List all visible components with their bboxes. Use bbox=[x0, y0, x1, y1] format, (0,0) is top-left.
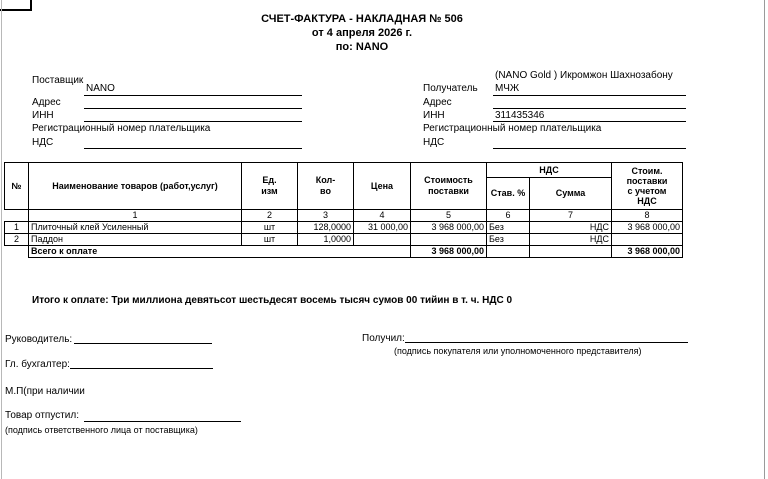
row-unit: шт bbox=[242, 234, 298, 246]
header-total-line2: поставки bbox=[626, 176, 668, 186]
receiver-reg-label: Регистрационный номер плательщика bbox=[423, 123, 602, 134]
row-qty: 1,0000 bbox=[298, 234, 354, 246]
invoice-by: по: NANO bbox=[335, 41, 389, 53]
director-label: Руководитель: bbox=[5, 334, 73, 345]
header-qty bbox=[298, 163, 354, 210]
supplier-reg-label: Регистрационный номер плательщика bbox=[32, 123, 211, 134]
supplier-address-underline bbox=[84, 108, 302, 109]
header-total-line3: с учетом bbox=[627, 186, 667, 196]
colnum-3: 3 bbox=[298, 210, 354, 222]
colnum-1: 1 bbox=[29, 210, 242, 222]
row-name: Плиточный клей Усиленный bbox=[29, 222, 242, 234]
supplier-nds-underline bbox=[84, 148, 302, 149]
row-price: 31 000,00 bbox=[354, 222, 411, 234]
accountant-label: Гл. бухгалтер: bbox=[5, 359, 70, 370]
header-cost-line2: поставки bbox=[428, 186, 469, 196]
row-cost bbox=[411, 234, 487, 246]
invoice-date: от 4 апреля 2026 г. bbox=[311, 27, 413, 39]
receiver-inn-label: ИНН bbox=[423, 110, 445, 121]
row-total: 3 968 000,00 bbox=[612, 222, 683, 234]
received-label: Получил: bbox=[362, 333, 405, 344]
left-border-line bbox=[1, 0, 2, 479]
supplier-nds-label: НДС bbox=[32, 137, 54, 148]
colnum-5: 5 bbox=[411, 210, 487, 222]
header-unit bbox=[242, 163, 298, 210]
colnum-6: 6 bbox=[487, 210, 530, 222]
colnum-2: 2 bbox=[242, 210, 298, 222]
supplier-label: Поставщик bbox=[32, 75, 84, 86]
row-qty: 128,0000 bbox=[298, 222, 354, 234]
header-total-line4: НДС bbox=[637, 196, 657, 206]
receiver-label: Получатель bbox=[423, 83, 478, 94]
row-sum: НДС bbox=[530, 234, 612, 246]
row-rate: Без bbox=[487, 222, 530, 234]
receiver-address-underline bbox=[493, 108, 686, 109]
header-cost bbox=[411, 163, 487, 210]
released-label: Товар отпустил: bbox=[5, 410, 79, 421]
row-rate: Без bbox=[487, 234, 530, 246]
total-row bbox=[5, 246, 683, 258]
header-cost-line1: Стоимость bbox=[424, 175, 473, 185]
header-total-line1: Стоим. bbox=[631, 166, 663, 176]
total-label: Всего к оплате bbox=[29, 246, 411, 258]
row-price bbox=[354, 234, 411, 246]
row-num: 1 bbox=[5, 222, 29, 234]
right-border-line bbox=[764, 0, 765, 479]
received-note: (подпись покупателя или уполномоченного представителя) bbox=[394, 346, 642, 356]
receiver-address-label: Адрес bbox=[423, 97, 452, 108]
colnum-8: 8 bbox=[612, 210, 683, 222]
header-total bbox=[612, 163, 683, 210]
receiver-inn-underline bbox=[493, 121, 686, 122]
header-qty-line2: во bbox=[320, 186, 331, 196]
header-nds-rate: Став. % bbox=[487, 178, 530, 210]
table-row bbox=[5, 222, 683, 234]
header-qty-line1: Кол- bbox=[315, 175, 336, 185]
supplier-value: NANO bbox=[86, 83, 115, 94]
total-cost: 3 968 000,00 bbox=[411, 246, 487, 258]
corner-mark bbox=[0, 0, 32, 11]
column-number-row bbox=[5, 210, 683, 222]
row-cost: 3 968 000,00 bbox=[411, 222, 487, 234]
total-in-words: Итого к оплате: Три миллиона девятьсот шестьдесят восемь тысяч сумов 00 тийин в т. ч. НДС 0 bbox=[32, 295, 513, 306]
colnum-4: 4 bbox=[354, 210, 411, 222]
supplier-underline bbox=[84, 95, 302, 96]
receiver-underline bbox=[493, 95, 686, 96]
row-num: 2 bbox=[5, 234, 29, 246]
header-unit-line2: изм bbox=[261, 186, 278, 196]
row-sum: НДС bbox=[530, 222, 612, 234]
receiver-value-line2: МЧЖ bbox=[495, 83, 520, 94]
header-nds: НДС bbox=[487, 163, 612, 178]
row-name: Паддон bbox=[29, 234, 242, 246]
supplier-inn-label: ИНН bbox=[32, 110, 54, 121]
header-nds-sum: Сумма bbox=[530, 178, 612, 210]
header-name: Наименование товаров (работ,услуг) bbox=[29, 163, 242, 210]
colnum-7: 7 bbox=[530, 210, 612, 222]
receiver-nds-label: НДС bbox=[423, 137, 445, 148]
stamp-label: М.П(при наличии bbox=[5, 386, 85, 397]
header-price: Цена bbox=[354, 163, 411, 210]
released-note: (подпись ответственного лица от поставщика) bbox=[5, 425, 198, 435]
row-total bbox=[612, 234, 683, 246]
invoice-title: СЧЕТ-ФАКТУРА - НАКЛАДНАЯ № 506 bbox=[261, 13, 463, 25]
received-signature-line bbox=[405, 342, 688, 343]
supplier-address-label: Адрес bbox=[32, 97, 61, 108]
row-unit: шт bbox=[242, 222, 298, 234]
supplier-inn-underline bbox=[84, 121, 302, 122]
receiver-inn-value: 311435346 bbox=[495, 110, 545, 121]
header-num: № bbox=[5, 163, 29, 210]
header-unit-line1: Ед. bbox=[262, 175, 277, 185]
total-with-nds: 3 968 000,00 bbox=[612, 246, 683, 258]
invoice-table bbox=[4, 162, 683, 258]
table-header-row bbox=[5, 163, 683, 178]
director-signature-line bbox=[74, 343, 212, 344]
receiver-value-line1: (NANO Gold ) Икромжон Шахнозабону bbox=[495, 70, 673, 81]
accountant-signature-line bbox=[70, 368, 213, 369]
released-signature-line bbox=[84, 421, 241, 422]
receiver-nds-underline bbox=[493, 148, 686, 149]
table-row bbox=[5, 234, 683, 246]
